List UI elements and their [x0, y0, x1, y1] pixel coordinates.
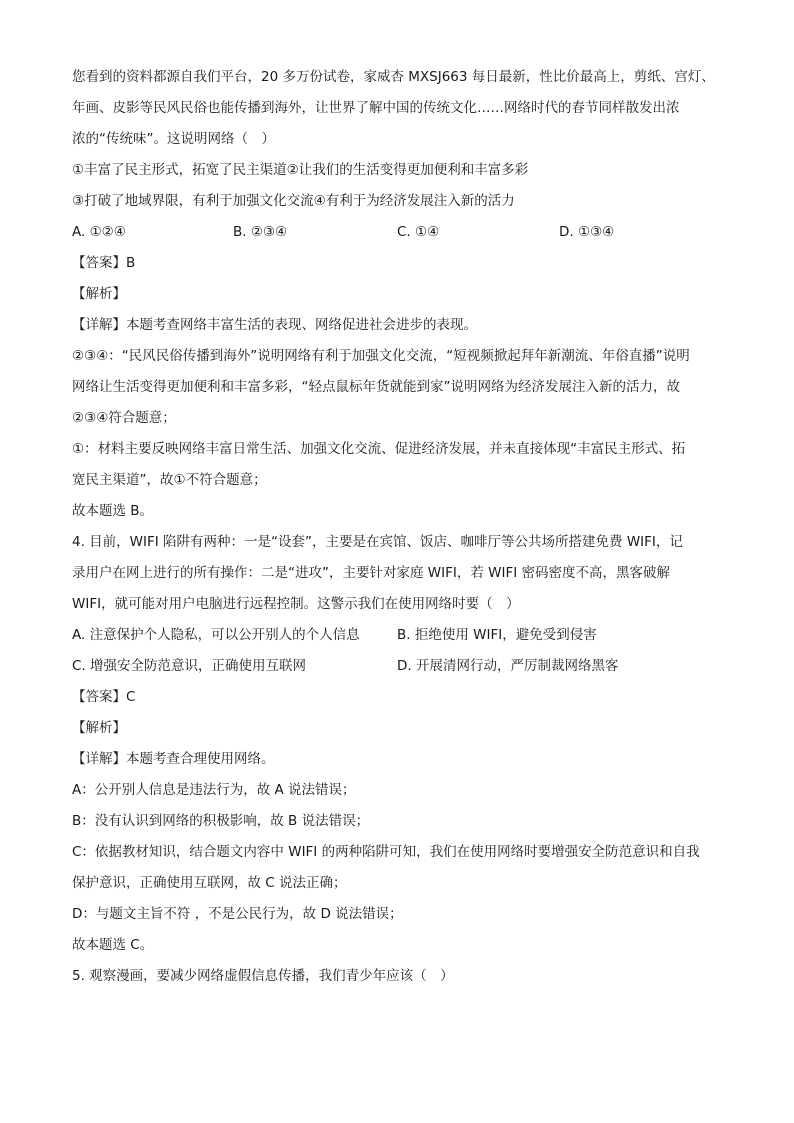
option-c: C. ①④ [397, 224, 440, 240]
detail-line: C：依据教材知识，结合题文内容中 WIFI 的两种陷阱可知，我们在使用网络时要增强安全防范意识和自我 [72, 844, 700, 860]
question-stem-line: WIFI，就可能对用户电脑进行远程控制。这警示我们在使用网络时要（ ） [72, 596, 520, 612]
detail-line: D：与题文主旨不符 ，不是公民行为，故 D 说法错误； [72, 906, 403, 922]
answer-label: 【答案】C [72, 689, 136, 705]
option-b: B. 拒绝使用 WIFI，避免受到侵害 [397, 627, 597, 643]
analysis-label: 【解析】 [72, 286, 126, 302]
options-row [72, 651, 732, 682]
answer-label: 【答案】B [72, 255, 136, 271]
detail-line: 故本题选 B。 [72, 503, 154, 519]
detail-line: A：公开别人信息是违法行为，故 A 说法错误； [72, 782, 356, 798]
detail-line: 宽民主渠道”，故①不符合题意； [72, 472, 267, 488]
detail-line: 【详解】本题考查网络丰富生活的表现、网络促进社会进步的表现。 [72, 317, 477, 333]
option-d: D. 开展清网行动，严厉制裁网络黑客 [397, 658, 619, 674]
detail-line: 网络让生活变得更加便利和丰富多彩，“轻点鼠标年货就能到家”说明网络为经济发展注入新的活力，故 [72, 379, 680, 395]
option-a: A. 注意保护个人隐私，可以公开别人的个人信息 [72, 627, 360, 643]
detail-line: B：没有认识到网络的积极影响，故 B 说法错误； [72, 813, 370, 829]
option-a: A. ①②④ [72, 224, 126, 240]
options-row [72, 217, 732, 248]
detail-line: 故本题选 C。 [72, 937, 154, 953]
question-stem-line: 年画、皮影等民风民俗也能传播到海外，让世界了解中国的传统文化……网络时代的春节同样散发出浓 [72, 100, 680, 116]
question-stem-line: 您看到的资料都源自我们平台，20 多万份试卷，家威杏 MXSJ663 每日最新，性比价最高上，剪纸、宫灯、 [72, 69, 715, 85]
option-d: D. ①③④ [559, 224, 615, 240]
question-stem-line: 录用户在网上进行的所有操作：二是“进攻”，主要针对家庭 WIFI，若 WIFI 密码密度不高，黑客破解 [72, 565, 671, 581]
question-stem-line: 5. 观察漫画，要减少网络虚假信息传播，我们青少年应该（ ） [72, 968, 454, 984]
question-4 [72, 527, 732, 961]
analysis-label: 【解析】 [72, 720, 126, 736]
option-c: C. 增强安全防范意识，正确使用互联网 [72, 658, 307, 674]
option-b: B. ②③④ [233, 224, 288, 240]
detail-line: 【详解】本题考查合理使用网络。 [72, 751, 275, 767]
options-row [72, 620, 732, 651]
detail-line: ②③④：“民风民俗传播到海外”说明网络有利于加强文化交流，“短视频掀起拜年新潮流、年俗直播”说明 [72, 348, 690, 364]
statement-line: ③打破了地域界限，有利于加强文化交流④有利于为经济发展注入新的活力 [72, 193, 515, 209]
question-stem-line: 4. 目前，WIFI 陷阱有两种：一是“设套”，主要是在宾馆、饭店、咖啡厅等公共场所搭建免费 WIFI，记 [72, 534, 683, 550]
detail-line: 保护意识，正确使用互联网，故 C 说法正确； [72, 875, 347, 891]
detail-line: ②③④符合题意； [72, 410, 176, 426]
statement-line: ①丰富了民主形式，拓宽了民主渠道②让我们的生活变得更加便利和丰富多彩 [72, 162, 529, 178]
question-5 [72, 961, 732, 992]
detail-line: ①：材料主要反映网络丰富日常生活、加强文化交流、促进经济发展，并未直接体现“丰富民主形式、拓 [72, 441, 686, 457]
document-page [72, 62, 732, 992]
question-3 [72, 62, 732, 527]
question-stem-line: 浓的“传统味”。这说明网络（ ） [72, 131, 275, 147]
